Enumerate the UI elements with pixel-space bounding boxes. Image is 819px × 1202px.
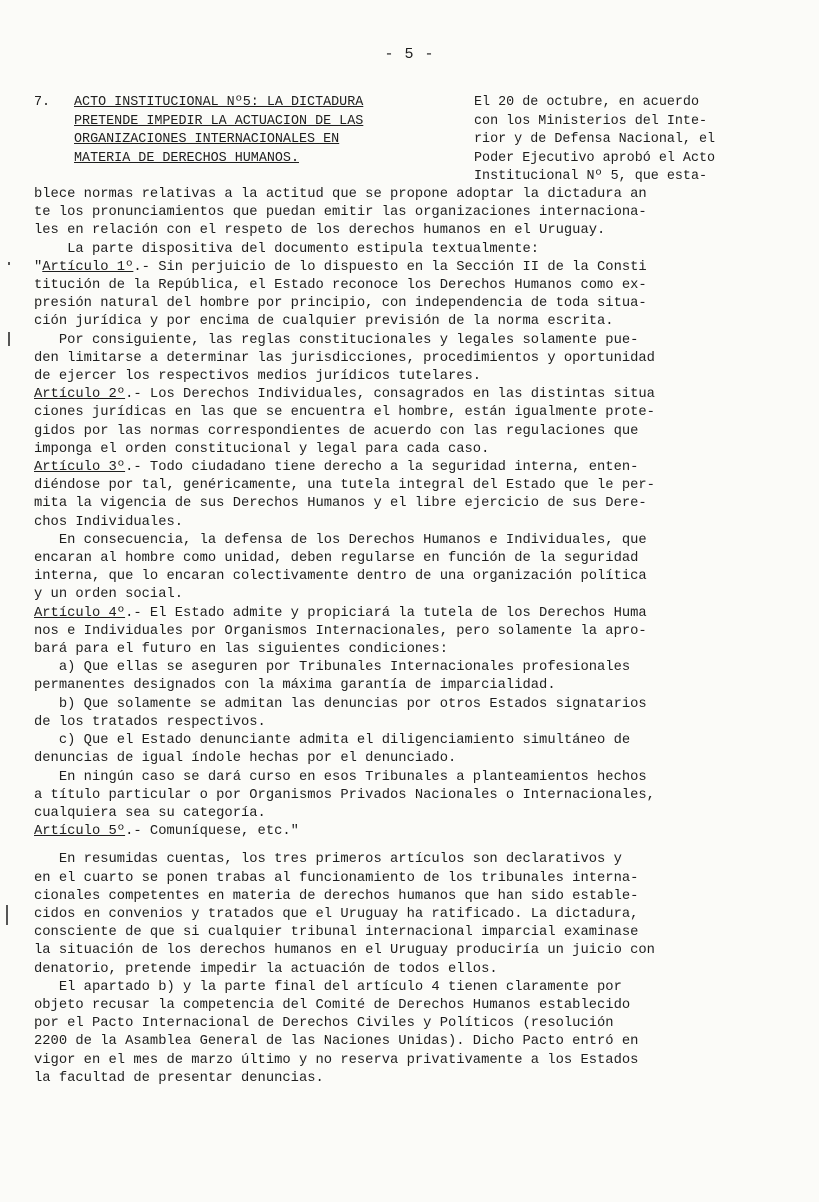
line-text: mita la vigencia de sus Derechos Humanos y el libre ejercicio de sus Dere- xyxy=(34,496,647,512)
text-line xyxy=(34,805,794,823)
line-text: bará para el futuro en las siguientes condiciones: xyxy=(34,642,448,658)
text-line xyxy=(34,423,794,441)
text-line xyxy=(34,696,794,714)
text-line xyxy=(34,1052,794,1070)
line-text: Por consiguiente, las reglas constitucionales y legales solamente pue- xyxy=(34,332,639,348)
text-line xyxy=(34,750,794,768)
text-line xyxy=(34,787,794,805)
text-line xyxy=(34,586,794,604)
article-label: Artículo 2º xyxy=(34,387,126,403)
line-text: la facultad de presentar denuncias. xyxy=(34,1070,324,1086)
margin-mark xyxy=(8,262,10,265)
text-line xyxy=(34,368,794,386)
intro-line: con los Ministerios del Inte- xyxy=(474,113,708,129)
intro-line: Poder Ejecutivo aprobó el Acto xyxy=(474,150,716,166)
line-text: vigor en el mes de marzo último y no reserva privativamente a los Estados xyxy=(34,1052,639,1068)
line-text: blece normas relativas a la actitud que se propone adoptar la dictadura an xyxy=(34,187,647,202)
line-text: imponga el orden constitucional y legal para cada caso. xyxy=(34,441,490,457)
text-line xyxy=(34,823,794,841)
line-text: cualquiera sea su categoría. xyxy=(34,805,266,821)
margin-mark xyxy=(8,332,10,346)
text-line xyxy=(34,732,794,750)
line-text: b) Que solamente se admitan las denuncias por otros Estados signatarios xyxy=(34,696,647,712)
line-text: titución de la República, el Estado reconoce los Derechos Humanos como ex- xyxy=(34,278,647,294)
line-text: permanentes designados con la máxima garantía de imparcialidad. xyxy=(34,678,556,694)
line-text: consciente de que si cualquier tribunal internacional imparcial examinase xyxy=(34,925,639,941)
text-line xyxy=(34,906,794,924)
text-line xyxy=(34,241,794,259)
text-line xyxy=(34,295,794,313)
section-title-line: PRETENDE IMPEDIR LA ACTUACION DE LAS xyxy=(74,113,364,129)
line-text: cionales competentes en materia de derechos humanos que han sido estable- xyxy=(34,888,639,904)
section-title-line: MATERIA DE DERECHOS HUMANOS. xyxy=(74,150,299,166)
line-text: ciones jurídicas en las que se encuentra el hombre, están igualmente prote- xyxy=(34,405,655,421)
text-line xyxy=(34,961,794,979)
text-line xyxy=(34,1015,794,1033)
text-line xyxy=(34,222,794,240)
section-intro xyxy=(474,94,794,187)
line-text: c) Que el Estado denunciante admita el diligenciamiento simultáneo de xyxy=(34,733,631,749)
text-line xyxy=(34,350,794,368)
line-text: El apartado b) y la parte final del artículo 4 tienen claramente por xyxy=(34,979,622,995)
line-text: den limitarse a determinar las jurisdicciones, procedimientos y oportunidad xyxy=(34,350,655,366)
text-line xyxy=(34,313,794,331)
line-text: objeto recusar la competencia del Comité de Derechos Humanos establecido xyxy=(34,997,631,1013)
line-text: diéndose por tal, genéricamente, una tutela integral del Estado que le per- xyxy=(34,478,655,494)
intro-line: Institucional Nº 5, que esta- xyxy=(474,169,708,184)
line-text: En resumidas cuentas, los tres primeros artículos son declarativos y xyxy=(34,852,622,868)
line-text: ción jurídica y por encima de cualquier previsión de la norma escrita. xyxy=(34,314,614,330)
section-title xyxy=(74,94,363,168)
text-line xyxy=(34,870,794,888)
line-text: En ningún caso se dará curso en esos Tribunales a planteamientos hechos xyxy=(34,769,647,785)
line-text: en el cuarto se ponen trabas al funcionamiento de los tribunales interna- xyxy=(34,870,639,886)
line-text: .- Sin perjuicio de lo dispuesto en la Sección II de la Consti xyxy=(133,259,647,275)
line-text: la situación de los derechos humanos en el Uruguay produciría un juicio con xyxy=(34,943,655,959)
line-text: chos Individuales. xyxy=(34,514,184,530)
text-line xyxy=(34,259,794,277)
line-text: interna, que lo encaran colectivamente dentro de una organización política xyxy=(34,569,647,585)
line-text: denuncias de igual índole hechas por el denunciado. xyxy=(34,751,457,767)
section-number: 7. xyxy=(34,95,51,110)
line-text: .- El Estado admite y propiciará la tutela de los Derechos Huma xyxy=(125,605,647,621)
line-text: de ejercer los respectivos medios jurídicos tutelares. xyxy=(34,369,482,385)
margin-mark xyxy=(6,905,8,925)
article-label: Artículo 3º xyxy=(34,460,126,476)
line-text: de los tratados respectivos. xyxy=(34,714,266,730)
page-number: - 5 - xyxy=(384,46,435,63)
text-line xyxy=(34,1033,794,1051)
line-text: y un orden social. xyxy=(34,587,184,603)
paragraph-gap xyxy=(34,841,794,851)
text-line xyxy=(34,924,794,942)
text-line xyxy=(34,514,794,532)
text-line xyxy=(34,204,794,222)
text-line xyxy=(34,404,794,422)
text-line xyxy=(34,332,794,350)
line-text: .- Los Derechos Individuales, consagrados en las distintas situa xyxy=(125,387,655,403)
text-line xyxy=(34,477,794,495)
line-text: a) Que ellas se aseguren por Tribunales Internacionales profesionales xyxy=(34,660,631,676)
text-line xyxy=(34,459,794,477)
text-line xyxy=(34,186,794,204)
article-label: Artículo 4º xyxy=(34,605,126,621)
line-text: .- Comuníquese, etc." xyxy=(125,824,299,840)
line-text: les en relación con el respeto de los derechos humanos en el Uruguay. xyxy=(34,223,606,239)
line-text: cidos en convenios y tratados que el Uruguay ha ratificado. La dictadura, xyxy=(34,906,639,922)
text-line xyxy=(34,441,794,459)
text-line xyxy=(34,277,794,295)
quote-mark: " xyxy=(34,259,43,275)
text-line xyxy=(34,568,794,586)
text-line xyxy=(34,979,794,997)
section-title-line: ORGANIZACIONES INTERNACIONALES EN xyxy=(74,132,340,147)
intro-line: El 20 de octubre, en acuerdo xyxy=(474,95,699,110)
text-line xyxy=(34,386,794,404)
line-text: denatorio, pretende impedir la actuación de todos ellos. xyxy=(34,961,498,977)
text-line xyxy=(34,769,794,787)
line-text: encaran al hombre como unidad, deben regularse en función de la seguridad xyxy=(34,551,639,567)
line-text: te los pronunciamientos que puedan emitir las organizaciones internaciona- xyxy=(34,205,647,221)
text-line xyxy=(34,851,794,869)
text-line xyxy=(34,714,794,732)
text-line xyxy=(34,659,794,677)
text-line xyxy=(34,550,794,568)
text-line xyxy=(34,605,794,623)
text-line xyxy=(34,495,794,513)
line-text: gidos por las normas correspondientes de acuerdo con las regulaciones que xyxy=(34,423,639,439)
intro-line: rior y de Defensa Nacional, el xyxy=(474,132,716,147)
document-body xyxy=(34,186,794,1088)
line-text: nos e Individuales por Organismos Internacionales, pero solamente la apro- xyxy=(34,623,647,639)
article-label: Artículo 1º xyxy=(42,259,134,275)
text-line xyxy=(34,677,794,695)
line-text: 2200 de la Asamblea General de las Naciones Unidas). Dicho Pacto entró en xyxy=(34,1034,639,1050)
article-label: Artículo 5º xyxy=(34,824,126,840)
line-text: a título particular o por Organismos Privados Nacionales o Internacionales, xyxy=(34,787,655,803)
line-text: presión natural del hombre por principio, con independencia de toda situa- xyxy=(34,296,647,312)
text-line xyxy=(34,641,794,659)
text-line xyxy=(34,623,794,641)
line-text: En consecuencia, la defensa de los Derechos Humanos e Individuales, que xyxy=(34,532,647,548)
text-line xyxy=(34,532,794,550)
section-title-line: ACTO INSTITUCIONAL Nº5: LA DICTADURA xyxy=(74,95,364,110)
line-text: La parte dispositiva del documento estipula textualmente: xyxy=(34,241,540,257)
text-line xyxy=(34,997,794,1015)
text-line xyxy=(34,942,794,960)
text-line xyxy=(34,888,794,906)
line-text: .- Todo ciudadano tiene derecho a la seguridad interna, enten- xyxy=(125,460,639,476)
line-text: por el Pacto Internacional de Derechos Civiles y Políticos (resolución xyxy=(34,1016,614,1032)
text-line xyxy=(34,1070,794,1088)
